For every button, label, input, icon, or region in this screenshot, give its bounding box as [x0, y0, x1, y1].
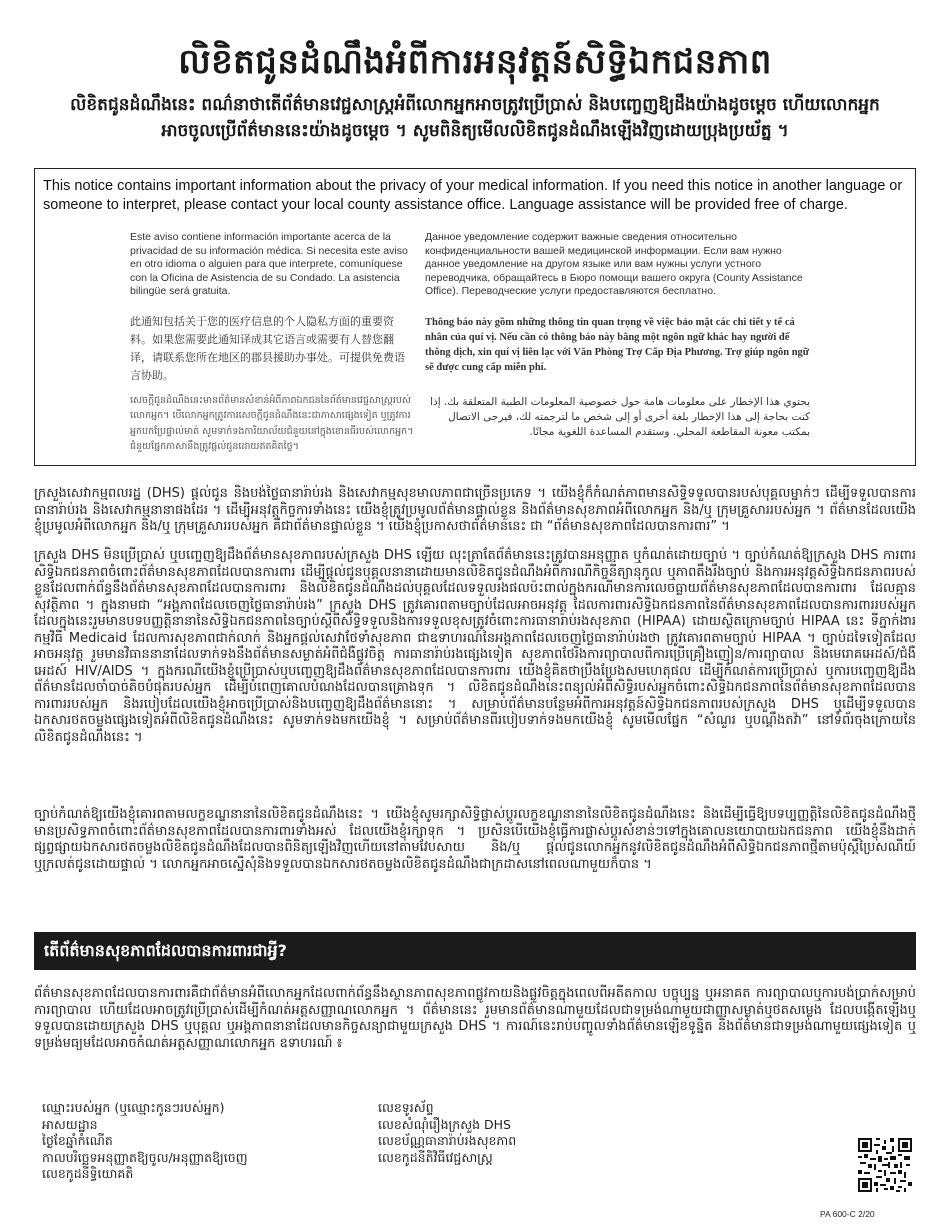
page-title: លិខិតជូនដំណឹងអំពីការអនុវត្តន៍សិទ្ធិឯកជនភាព — [178, 42, 772, 82]
list-item: លេខទូរស័ព្ទ — [378, 1100, 434, 1115]
list-item: លេខសំណុំរឿងក្រសួង DHS — [378, 1116, 511, 1132]
notice-column-right — [425, 231, 810, 440]
paragraph-protected-info: ព័ត៌មានសុខភាពដែលបានការពារគឺជាព័ត៌មានអំពីលោកអ្នកដែលពាក់ព័ន្ធនឹងស្ថានភាពសុខភាពផ្លូវកាយនិងផ្លូវចិត្តក្នុងពេលពីអតីតកាល បច្ចុប្បន្ន ឬអនាគត ការព្យាបាលឬការបង់ប្រាក់សម្រាប់ការព្យាបាល ហើយដែលអាចត្រូវប្រើប្រាស់ដើម្បីកំណត់អត្តសញ្ញាណលោកអ្នក ។ ព័ត៌មាននេះ រួមមានព័ត៌មានណាមួយដែលជាទម្រង់ណាមួយជាញ្ញាសម្ងាត់ឬថតសម្លេង ដែលបង្កើតឡើងឬទទួលបានដោយក្រសួង DHS ឬបុគ្គល ឬអង្គភាពនានាដែលមានកិច្ចសន្យាជាមួយក្រសួង DHS ។ ការណ៍នេះរាប់បញ្ចូលទាំងព័ត៌មានឡើខទូន្និត និងព័ត៌មានជាទម្រង់ណាមួយផ្សេងទៀត ឬទម្រង់មធ្យមដែលអាចកំណត់អត្តសញ្ញាណលោកអ្នក ឧទាហរណ៍ ៖ — [34, 986, 916, 1051]
form-code: PA 600-C 2/20 — [820, 1209, 875, 1219]
example-fields-left — [42, 1100, 362, 1183]
notice-vietnamese: Thông báo này gồm những thông tin quan trọng về việc bảo mật các chi tiết y tế cá nhân của quí vị. Nếu cần có thông báo này bằng một ngôn ngữ khác hay người để thông dịch, xin quí vị liên lạc với Văn Phòng Trợ Cấp Địa Phương. Trợ giúp ngôn ngữ sẽ được cung cấp miễn phí. — [425, 316, 810, 373]
language-notice-box — [34, 168, 916, 466]
list-item: ថ្ងៃខែឆ្នាំកំណើត — [42, 1133, 113, 1148]
notice-chinese: 此通知包括关于您的医疗信息的个人隐私方面的重要资料。如果您需要此通知译成其它语言或需要有人替您翻译，请联系您所在地区的郡县援助办事处。可提供免费语言协助。 — [130, 314, 405, 382]
list-item: លេខកូដនីទ្ធិយោគតិ — [42, 1166, 134, 1181]
paragraph-notice-terms: ច្បាប់កំណត់ឱ្យយើងខ្ញុំគោរពតាមលក្ខខណ្ឌនានានៃលិខិតជូនដំណឹងនេះ ។ យើងខ្ញុំសូមរក្សាសិទ្ធិផ្លាស់ប្តូរលក្ខខណ្ឌនានានៃលិខិតជូនដំណឹងនេះ និងដើម្បីធ្វើឱ្យបទប្បញ្ញត្តិនៃលិខិតជូនដំណឹងថ្មីមានប្រសិទ្ធភាពចំពោះព័ត៌មានសុខភាពដែលបានការពារទាំងអស់ ដែលយើងខ្ញុំរក្សាទុក ។ ប្រសិនបើយើងខ្ញុំធ្វើការផ្លាស់ប្តូរសំខាន់ៗទៅក្នុងគោលនយោបាយឯកជនភាព យើងខ្ញុំនឹងដាក់ផ្សព្វផ្សាយឯកសារថតចម្លងលិខិតជូនដំណឹងដែលបានពិនិត្យឡើងវិញហើយនៅតាមវែបសាយ និង/ឬ ផ្តល់ជូនលោកអ្នកនូវលិខិតជូនដំណឹងអំពីសិទ្ធិឯកជនភាពថ្មីតាមប៉ុស្តិ៍ប្រៃសណីយ៍ ឬក្រលត់ជូនដោយផ្ទាល់ ។ លោកអ្នកអាចស្នើសុំនិងទទួលបានឯកសារថតចម្លងលិខិតជូនដំណឹងជាក្រដាសនៅពេលណាមួយក៏បាន ។ — [34, 807, 916, 872]
list-item: អាសយដ្ឋាន — [42, 1116, 98, 1132]
notice-english: This notice contains important information about the privacy of your medical information. If you need this notice in another language or someone to interpret, please contact your local county assistance office. Language assistance will be provided free of charge. — [43, 178, 903, 213]
list-item: កាលបរិច្ឆេទអនុញ្ញាតឱ្យចូល/អនុញ្ញាតឱ្យចេញ — [42, 1149, 248, 1165]
list-item: លេខកូដនីតិវិធីវេជ្ជសាស្ត្រ — [378, 1149, 493, 1165]
list-item: លេខប័ណ្ណធានារ៉ាប់រងសុខភាព — [378, 1133, 517, 1148]
notice-spanish: Este aviso contiene información importante acerca de la privacidad de su información médica. Si necesita este aviso en otro idioma o alguien para que interprete, comuníquese con la Oficina de Asistencia de su Condado. La asistencia bilingüe será gratuita. — [130, 231, 408, 297]
qr-code-icon — [858, 1138, 912, 1192]
paragraph-dhs-intro: ក្រសួងសេវាកម្មពលរដ្ឋ (DHS) ផ្តល់ជូន និងបង់ថ្លៃធានារ៉ាប់រង និងសេវាកម្មសុខមាលភាពជាច្រើនប្រភេទ ។ យើងខ្ញុំក៏កំណត់ភាពមានសិទ្ធិទទួលបានរបស់បុគ្គលម្នាក់ៗ ដើម្បីទទួលបានការធានារ៉ាប់រង និងសេវាកម្មនានាផងដែរ ។ ដើម្បីអនុវត្តកិច្ចការទាំងនេះ យើងខ្ញុំត្រូវប្រមូលព័ត៌មានផ្ទាល់ខ្លួន និងព័ត៌មានសុខភាពអំពីលោកអ្នក និង/ឬ ក្រុមគ្រួសាររបស់អ្នក ។ ព័ត៌មានដែលយើងខ្ញុំប្រមូលអំពីលោកអ្នក និង/ឬ ក្រុមគ្រួសាររបស់អ្នក គឺជាព័ត៌មានផ្ទាល់ខ្លួន ។ យើងខ្ញុំប្រកាសថាព័ត៌មាននេះ ជា “ព័ត៌មានសុខភាពដែលបានការពារ” ។ — [34, 486, 916, 534]
section-title: តើព័ត៌មានសុខភាពដែលបានការពារជាអ្វី? — [44, 941, 287, 960]
section-header-bar — [34, 932, 916, 970]
notice-russian: Данное уведомление содержит важные сведения относительно конфиденциальности вашей медицинской информации. Если вам нужно данное уведомление на другом языке или вам нужны услуги устного переводчика, обращайтесь в Бюро помощи вашего округа (County Assistance Office). Переводческие услуги предоставляются бесплатно. — [425, 231, 803, 297]
list-item: ឈ្មោះរបស់អ្នក (ឬឈ្មោះកូនៗរបស់អ្នក) — [42, 1100, 225, 1115]
notice-khmer: សេចក្តីជូនដំណឹងនេះមានព័ត៌មានសំខាន់អំពីភាពឯកជននៃព័ត៌មានវេជ្ជសាស្ត្ររបស់លោកអ្នក។ បើលោកអ្នកត្រូវការសេចក្តីជូនដំណឹងនេះជាភាសាផ្សេងទៀត ឬត្រូវការអ្នកបកប្រែផ្ទាល់មាត់ សូមទាក់ទងការិយាល័យជំនួយនៅក្នុងខោនធីរបស់លោកអ្នក។ ជំនួយផ្នែកភាសានឹងត្រូវផ្តល់ជូនដោយឥតគិតថ្លៃ។ — [130, 394, 414, 452]
page-subtitle: លិខិតជូនដំណឹងនេះ ពណ៌នាថាតើព័ត៌មានវេជ្ជសាស្ត្រអំពីលោកអ្នកអាចត្រូវប្រើប្រាស់ និងបញ្ចេញឱ្យដឹងយ៉ាងដូចម្តេច ហើយលោកអ្នកអាចចូលប្រើព័ត៌មាននេះយ៉ាងដូចម្តេច ។ សូមពិនិត្យមើលលិខិតជូនដំណឹងឡើងវិញដោយប្រុងប្រយ័ត្ន ។ — [70, 95, 880, 141]
example-fields-right — [378, 1100, 698, 1166]
paragraph-hipaa: ក្រសួង DHS មិនប្រើប្រាស់ ឬបញ្ចេញឱ្យដឹងព័ត៌មានសុខភាពរបស់ក្រសួង DHS ឡើយ លុះត្រាតែព័ត៌មាននេះត្រូវបានអនុញ្ញាត ឬកំណត់ដោយច្បាប់ ។ ច្បាប់កំណត់ឱ្យក្រសួង DHS ការពារសិទ្ធិឯកជនភាពចំពោះព័ត៌មានសុខភាពដែលបានការពារ ដើម្បីផ្តល់ជូនបុគ្គលនានាដោយមានលិខិតជូនដំណឹងអំពីការណីកិច្ចនីត្យានុកូល ឬភាពតឹងរឹងច្បាប់ និងការអនុវត្តសិទ្ធិឯកជនភាពរបស់ខ្លួនដែលពាក់ព័ន្ធនឹងព័ត៌មានសុខភាពដែលបានការពារ និងលិខិតជូនដំណឹងដល់បុគ្គលដែលទទួលរងផលប៉ះពាល់ក្នុងករណីមានការលេចធ្លាយព័ត៌មានសុខភាពដែលបានការពារ ដែលគ្មានសុវត្ថិភាព ។ ក្នុងនាមជា “អង្គភាពដែលចេញថ្លៃធានារ៉ាប់រង” ក្រសួង DHS ត្រូវគោរពតាមច្បាប់ដែលអាចអនុវត្ត ដែលការពារសិទ្ធិឯកជនភាពនៃព័ត៌មានសុខភាពដែលបានការពាររបស់អ្នក ដែលក្នុងនេះរួមមានបទបញ្ញត្តិនានានៃសិទ្ធិឯកជនភាពនៃច្បាប់ស្តីពីសិទ្ធិទទួលនិងការទទួលខុសត្រូវចំពោះការធានារ៉ាប់រងសុខភាព (HIPAA) ដោយស្ថិតក្រោមច្បាប់ HIPAA នេះ ទីភ្នាក់ងារកម្មវិធី Medicaid ដែលការសុខភាពជាក់លាក់ និងអ្នកផ្តល់សេវាថែទាំសុខភាព ជាឧទាហរណ៍នៃអង្គភាពដែលចេញថ្លៃធានារ៉ាប់រងថា ត្រូវគោរពតាមច្បាប់ HIPAA ។ ច្បាប់ដទៃទៀតដែលអាចអនុវត្ត រួមមានវិធាននានាដែលទាក់ទងនឹងព័ត៌មានសម្ងាត់អំពីជំងឺផ្លូវចិត្ត ការធានារ៉ាប់រងផ្សេងទៀត សុខភាពថែរិងការព្យាបាលពីការប្រើគ្រឿងញៀន/ការព្យាបាល និងមេរោគអេដស៍/ជំងឺអេដស៍ HIV/AIDS ។ ក្នុងករណីយើងខ្ញុំប្រើប្រាស់ឬបញ្ចេញឱ្យដឹងព័ត៌មានសុខភាពដែលបានការពារ យើងខ្ញុំគិតថាប្រឹងប្រែងសមហេតុផល ដើម្បីកំណត់ការប្រើប្រាស់ ឬការបញ្ចេញឱ្យដឹងព័ត៌មានដែលចាំបាច់តិចបំផុតរបស់អ្នក ដើម្បីបំពេញគោលបំណងដែលបានគ្រោងទុក ។ លិខិតជូនដំណឹងនេះពន្យល់អំពីសិទ្ធិរបស់អ្នកចំពោះសិទ្ធិឯកជនភាពនៃព័ត៌មានសុខភាពដែលបានការពាររបស់អ្នក និងរបៀបដែលយើងខ្ញុំអាចប្រើប្រាស់និងបញ្ចេញឱ្យដឹងព័ត៌មាននោះ ។ សម្រាប់ព័ត៌មានបន្ថែមអំពីការអនុវត្តន៍សិទ្ធិឯកជនភាពរបស់ក្រសួង DHS ឬដើម្បីទទួលបានឯកសារថតចម្លងផ្សេងទៀតអំពីលិខិតជូនដំណឹងនេះ សូមទាក់ទងមកយើងខ្ញុំ ។ សម្រាប់ព័ត៌មានពីរបៀបទាក់ទងមកយើងខ្ញុំ សូមមើលផ្នែក “សំណួរ ឬបណ្តឹងតវ៉ា” នៅទំព័រចុងក្រោយនៃលិខិតជូនដំណឹងនេះ ។ — [34, 548, 916, 745]
notice-column-left — [130, 231, 415, 455]
notice-arabic: يحتوي هذا الإخطار على معلومات هامة حول خصوصية المعلومات الطبية المتعلقة بك. إذا كنت بحاجة إلى هذا الإخطار بلغة أخرى أو إلى شخص ما لترجمته لك، فيرجى الاتصال بمكتب معونة المقاطعة المحلي. وستقدم المساعدة اللغوية مجانًا. — [430, 395, 810, 438]
